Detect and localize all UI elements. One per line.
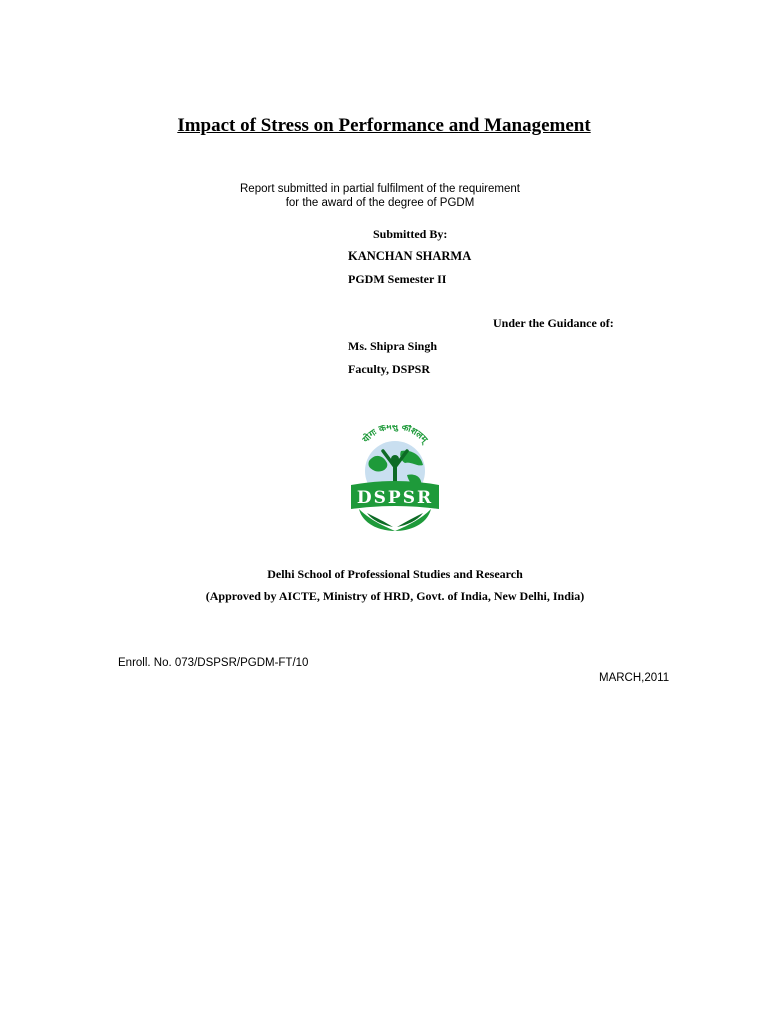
guide-role: Faculty, DSPSR <box>348 362 431 376</box>
student-program: PGDM Semester II <box>348 272 447 286</box>
logo-text: DSPSR <box>356 488 434 508</box>
report-line-1: Report submitted in partial fulfilment of the requirement <box>240 183 520 195</box>
report-line-2: for the award of the degree of PGDM <box>285 197 475 209</box>
page-title: Impact of Stress on Performance and Management <box>177 115 591 136</box>
approval-line: (Approved by AICTE, Ministry of HRD, Govt. of India, New Delhi, India) <box>205 589 585 603</box>
school-name: Delhi School of Professional Studies and Research <box>267 567 523 581</box>
submitted-by-label: Submitted By: <box>373 227 448 241</box>
dspsr-emblem-icon <box>345 425 445 537</box>
guidance-label: Under the Guidance of: <box>493 316 614 330</box>
enrollment-number: Enroll. No. 073/DSPSR/PGDM-FT/10 <box>118 657 309 669</box>
guide-name: Ms. Shipra Singh <box>348 339 438 353</box>
submission-date: MARCH,2011 <box>599 672 670 684</box>
student-name: KANCHAN SHARMA <box>348 249 472 263</box>
logo-motto: योगः कर्मसु कौशलम् <box>361 425 429 446</box>
